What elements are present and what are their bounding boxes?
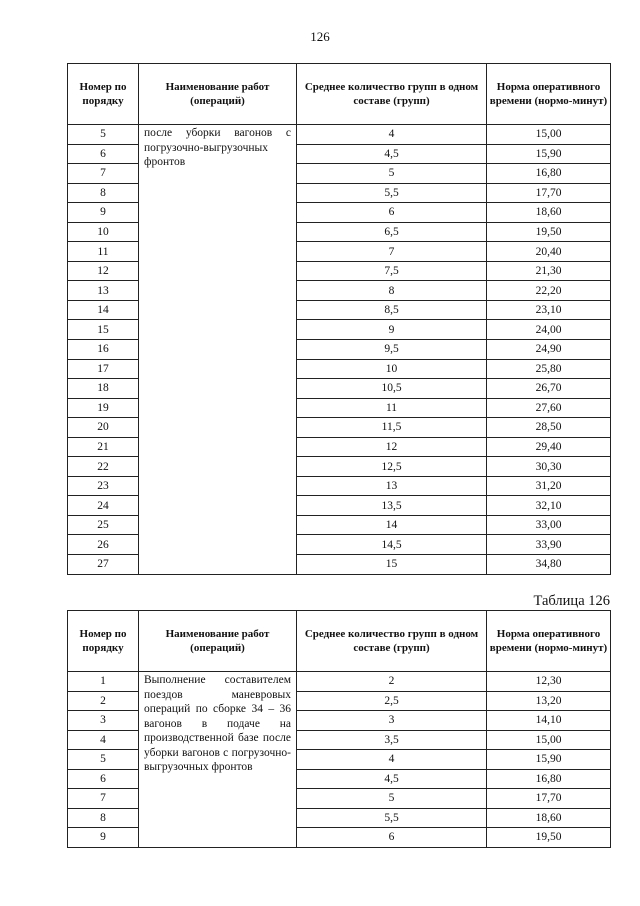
header-norm-time: Норма оперативного времени (нормо-минут) bbox=[487, 611, 611, 672]
group-count-cell: 15 bbox=[297, 555, 487, 575]
norm-time-cell: 23,10 bbox=[487, 300, 611, 320]
group-count-cell: 4,5 bbox=[297, 769, 487, 789]
group-count-cell: 10 bbox=[297, 359, 487, 379]
norm-time-cell: 28,50 bbox=[487, 418, 611, 438]
row-number-cell: 16 bbox=[68, 340, 139, 360]
group-count-cell: 12 bbox=[297, 437, 487, 457]
table-caption: Таблица 126 bbox=[533, 593, 610, 609]
table-header-row bbox=[68, 64, 611, 125]
header-operation-name: Наименование работ (операций) bbox=[139, 64, 297, 125]
norm-time-cell: 13,20 bbox=[487, 691, 611, 711]
group-count-cell: 7,5 bbox=[297, 261, 487, 281]
norm-time-cell: 15,90 bbox=[487, 750, 611, 770]
row-number-cell: 26 bbox=[68, 535, 139, 555]
group-count-cell: 11,5 bbox=[297, 418, 487, 438]
norm-time-cell: 29,40 bbox=[487, 437, 611, 457]
norm-time-cell: 32,10 bbox=[487, 496, 611, 516]
row-number-cell: 15 bbox=[68, 320, 139, 340]
row-number-cell: 6 bbox=[68, 144, 139, 164]
row-number-cell: 17 bbox=[68, 359, 139, 379]
norm-time-cell: 22,20 bbox=[487, 281, 611, 301]
row-number-cell: 25 bbox=[68, 515, 139, 535]
group-count-cell: 14 bbox=[297, 515, 487, 535]
table-row bbox=[68, 125, 611, 145]
row-number-cell: 10 bbox=[68, 222, 139, 242]
row-number-cell: 18 bbox=[68, 379, 139, 399]
norm-time-cell: 33,00 bbox=[487, 515, 611, 535]
group-count-cell: 9,5 bbox=[297, 340, 487, 360]
norm-table-continued bbox=[67, 63, 611, 575]
norm-time-cell: 27,60 bbox=[487, 398, 611, 418]
norm-time-cell: 18,60 bbox=[487, 808, 611, 828]
group-count-cell: 5 bbox=[297, 164, 487, 184]
group-count-cell: 2,5 bbox=[297, 691, 487, 711]
row-number-cell: 1 bbox=[68, 672, 139, 692]
table-row bbox=[68, 672, 611, 692]
row-number-cell: 21 bbox=[68, 437, 139, 457]
header-row-number: Номер по порядку bbox=[68, 611, 139, 672]
group-count-cell: 6 bbox=[297, 203, 487, 223]
norm-time-cell: 21,30 bbox=[487, 261, 611, 281]
operation-description-cell: Выполнение составителем поездов маневровых операций по сборке 34 – 36 вагонов в подаче на производственной базе после уборки вагонов с погрузочно-выгрузочных фронтов bbox=[139, 672, 297, 848]
group-count-cell: 13 bbox=[297, 476, 487, 496]
norm-time-cell: 19,50 bbox=[487, 222, 611, 242]
group-count-cell: 10,5 bbox=[297, 379, 487, 399]
norm-time-cell: 18,60 bbox=[487, 203, 611, 223]
group-count-cell: 11 bbox=[297, 398, 487, 418]
row-number-cell: 4 bbox=[68, 730, 139, 750]
norm-time-cell: 34,80 bbox=[487, 555, 611, 575]
group-count-cell: 6,5 bbox=[297, 222, 487, 242]
norm-time-cell: 12,30 bbox=[487, 672, 611, 692]
norm-time-cell: 19,50 bbox=[487, 828, 611, 848]
norm-time-cell: 24,90 bbox=[487, 340, 611, 360]
norm-time-cell: 17,70 bbox=[487, 183, 611, 203]
row-number-cell: 19 bbox=[68, 398, 139, 418]
group-count-cell: 3,5 bbox=[297, 730, 487, 750]
row-number-cell: 7 bbox=[68, 164, 139, 184]
norm-time-cell: 15,00 bbox=[487, 730, 611, 750]
row-number-cell: 9 bbox=[68, 828, 139, 848]
group-count-cell: 4 bbox=[297, 125, 487, 145]
norm-time-cell: 30,30 bbox=[487, 457, 611, 477]
row-number-cell: 8 bbox=[68, 183, 139, 203]
row-number-cell: 8 bbox=[68, 808, 139, 828]
group-count-cell: 2 bbox=[297, 672, 487, 692]
norm-time-cell: 15,00 bbox=[487, 125, 611, 145]
header-group-count: Среднее количество групп в одном составе (групп) bbox=[297, 611, 487, 672]
header-operation-name: Наименование работ (операций) bbox=[139, 611, 297, 672]
row-number-cell: 6 bbox=[68, 769, 139, 789]
group-count-cell: 5,5 bbox=[297, 808, 487, 828]
group-count-cell: 12,5 bbox=[297, 457, 487, 477]
row-number-cell: 12 bbox=[68, 261, 139, 281]
group-count-cell: 5 bbox=[297, 789, 487, 809]
group-count-cell: 6 bbox=[297, 828, 487, 848]
row-number-cell: 27 bbox=[68, 555, 139, 575]
header-group-count: Среднее количество групп в одном составе (групп) bbox=[297, 64, 487, 125]
row-number-cell: 11 bbox=[68, 242, 139, 262]
table-body bbox=[68, 125, 611, 575]
group-count-cell: 4,5 bbox=[297, 144, 487, 164]
norm-time-cell: 26,70 bbox=[487, 379, 611, 399]
group-count-cell: 5,5 bbox=[297, 183, 487, 203]
row-number-cell: 24 bbox=[68, 496, 139, 516]
row-number-cell: 3 bbox=[68, 711, 139, 731]
group-count-cell: 14,5 bbox=[297, 535, 487, 555]
norm-time-cell: 14,10 bbox=[487, 711, 611, 731]
group-count-cell: 3 bbox=[297, 711, 487, 731]
header-row-number: Номер по порядку bbox=[68, 64, 139, 125]
row-number-cell: 9 bbox=[68, 203, 139, 223]
norm-time-cell: 15,90 bbox=[487, 144, 611, 164]
row-number-cell: 7 bbox=[68, 789, 139, 809]
row-number-cell: 23 bbox=[68, 476, 139, 496]
group-count-cell: 7 bbox=[297, 242, 487, 262]
norm-time-cell: 16,80 bbox=[487, 164, 611, 184]
group-count-cell: 4 bbox=[297, 750, 487, 770]
row-number-cell: 22 bbox=[68, 457, 139, 477]
row-number-cell: 20 bbox=[68, 418, 139, 438]
row-number-cell: 14 bbox=[68, 300, 139, 320]
table-body bbox=[68, 672, 611, 848]
operation-description-cell: после уборки вагонов с погрузочно-выгрузочных фронтов bbox=[139, 125, 297, 575]
norm-time-cell: 31,20 bbox=[487, 476, 611, 496]
norm-table-126 bbox=[67, 610, 611, 848]
row-number-cell: 2 bbox=[68, 691, 139, 711]
norm-time-cell: 17,70 bbox=[487, 789, 611, 809]
norm-time-cell: 16,80 bbox=[487, 769, 611, 789]
row-number-cell: 5 bbox=[68, 750, 139, 770]
row-number-cell: 5 bbox=[68, 125, 139, 145]
page-number: 126 bbox=[310, 29, 330, 44]
group-count-cell: 13,5 bbox=[297, 496, 487, 516]
norm-time-cell: 25,80 bbox=[487, 359, 611, 379]
group-count-cell: 9 bbox=[297, 320, 487, 340]
header-norm-time: Норма оперативного времени (нормо-минут) bbox=[487, 64, 611, 125]
group-count-cell: 8 bbox=[297, 281, 487, 301]
norm-time-cell: 20,40 bbox=[487, 242, 611, 262]
norm-time-cell: 24,00 bbox=[487, 320, 611, 340]
group-count-cell: 8,5 bbox=[297, 300, 487, 320]
norm-time-cell: 33,90 bbox=[487, 535, 611, 555]
row-number-cell: 13 bbox=[68, 281, 139, 301]
table-header-row bbox=[68, 611, 611, 672]
